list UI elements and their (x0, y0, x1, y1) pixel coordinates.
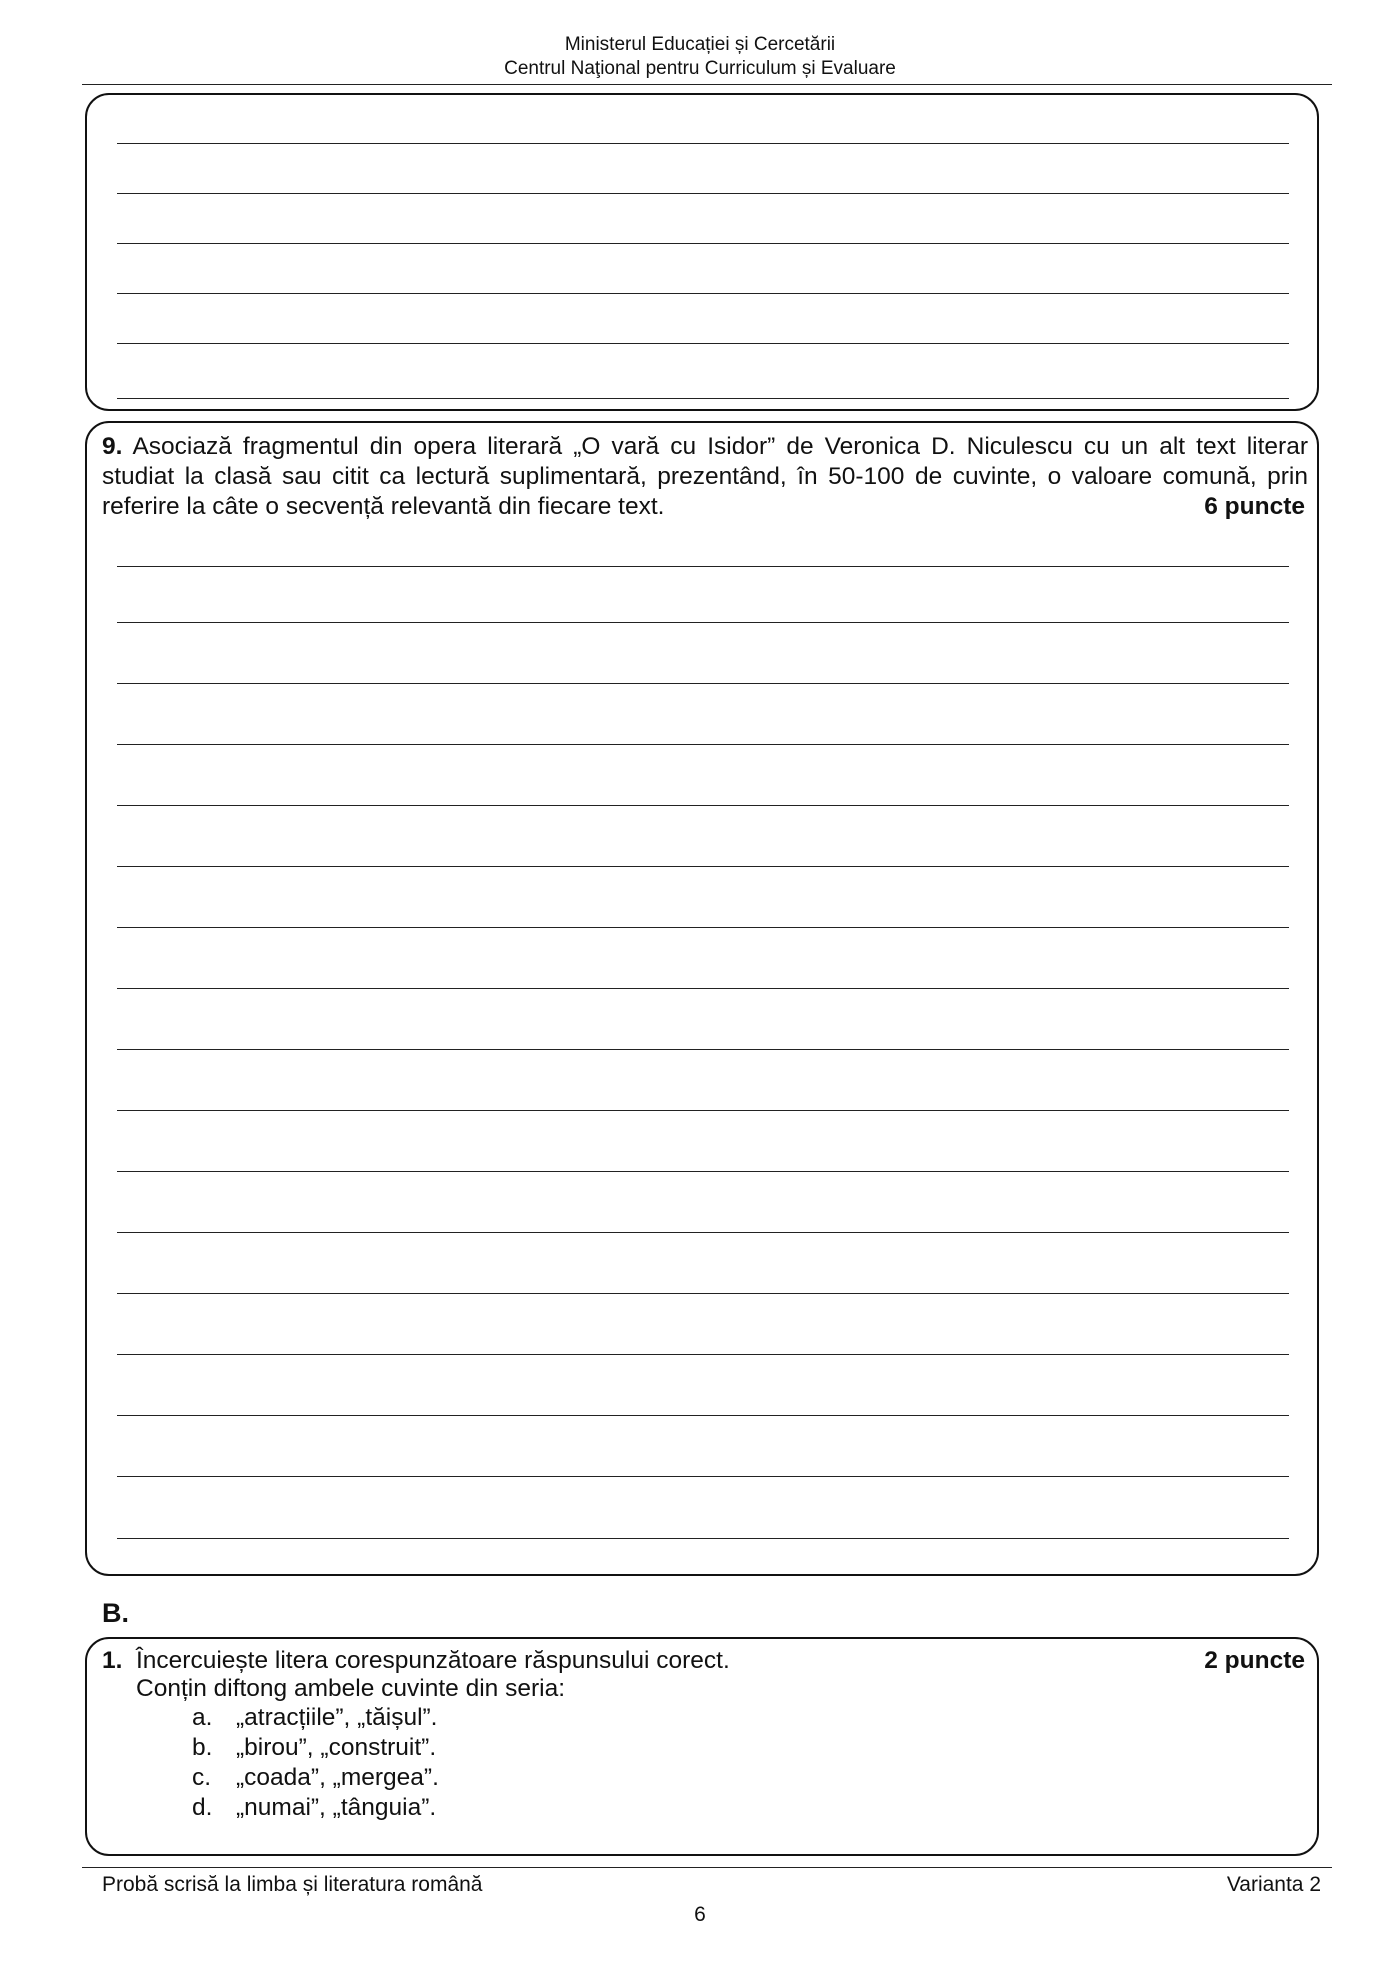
answer-line[interactable] (117, 243, 1289, 244)
answer-line[interactable] (117, 1476, 1289, 1477)
section-b-heading: B. (102, 1598, 129, 1628)
answer-line[interactable] (117, 293, 1289, 294)
answer-box-continuation (85, 93, 1319, 411)
answer-line[interactable] (117, 1110, 1289, 1111)
header-ministry: Ministerul Educației și Cercetării (564, 34, 836, 55)
answer-line[interactable] (117, 866, 1289, 867)
footer-divider (82, 1867, 1332, 1868)
question-9-line-1: Asociază fragmentul din opera literară „O vară cu Isidor” de Veronica D. Niculescu cu un alt text literar (132, 433, 1308, 460)
question-9-number: 9. (102, 433, 123, 460)
option-letter[interactable]: c. (192, 1764, 212, 1791)
header-divider (82, 84, 1332, 85)
answer-line[interactable] (117, 193, 1289, 194)
answer-line[interactable] (117, 1354, 1289, 1355)
option-text: „numai”, „tânguia”. (236, 1794, 437, 1821)
answer-line[interactable] (117, 927, 1289, 928)
answer-line[interactable] (117, 143, 1289, 144)
page-number: 6 (694, 1903, 706, 1926)
answer-line[interactable] (117, 1049, 1289, 1050)
option-text: „coada”, „mergea”. (236, 1764, 439, 1791)
question-b1-instruction: Încercuiește litera corespunzătoare răspunsului corect. (136, 1647, 730, 1674)
answer-line[interactable] (117, 1415, 1289, 1416)
option-b[interactable] (192, 1733, 439, 1763)
footer-variant: Varianta 2 (1226, 1873, 1321, 1896)
answer-line[interactable] (117, 398, 1289, 399)
option-d[interactable] (192, 1793, 439, 1823)
option-text: „atracțiile”, „tăișul”. (236, 1704, 438, 1731)
question-9-line-2: studiat la clasă sau citit ca lectură suplimentară, prezentând, în 50-100 de cuvinte, o valoare comună, prin (102, 463, 1308, 490)
footer-exam-title: Probă scrisă la limba și literatura română (102, 1873, 483, 1896)
option-c[interactable] (192, 1763, 439, 1793)
answer-options (192, 1703, 439, 1823)
question-9-box (85, 421, 1319, 1576)
option-text: „birou”, „construit”. (236, 1734, 437, 1761)
option-letter[interactable]: a. (192, 1704, 213, 1731)
answer-line[interactable] (117, 988, 1289, 989)
option-a[interactable] (192, 1703, 439, 1733)
question-9-points: 6 puncte (1204, 493, 1305, 520)
question-b1-points: 2 puncte (1204, 1647, 1305, 1674)
question-b1-number: 1. (102, 1647, 123, 1674)
header-center: Centrul Naţional pentru Curriculum și Evaluare (504, 58, 896, 79)
page-header (0, 33, 1400, 81)
question-9-text (102, 432, 1308, 522)
answer-line[interactable] (117, 683, 1289, 684)
option-letter[interactable]: b. (192, 1734, 213, 1761)
answer-line[interactable] (117, 1293, 1289, 1294)
option-letter[interactable]: d. (192, 1794, 213, 1821)
answer-line[interactable] (117, 622, 1289, 623)
answer-line[interactable] (117, 1232, 1289, 1233)
answer-line[interactable] (117, 1538, 1289, 1539)
answer-line[interactable] (117, 343, 1289, 344)
question-b1-stem: Conțin diftong ambele cuvinte din seria: (136, 1675, 566, 1702)
answer-line[interactable] (117, 744, 1289, 745)
question-b1-header (102, 1646, 730, 1676)
answer-line[interactable] (117, 566, 1289, 567)
answer-line[interactable] (117, 805, 1289, 806)
answer-line[interactable] (117, 1171, 1289, 1172)
question-9-line-3: referire la câte o secvență relevantă din fiecare text. (102, 493, 665, 520)
